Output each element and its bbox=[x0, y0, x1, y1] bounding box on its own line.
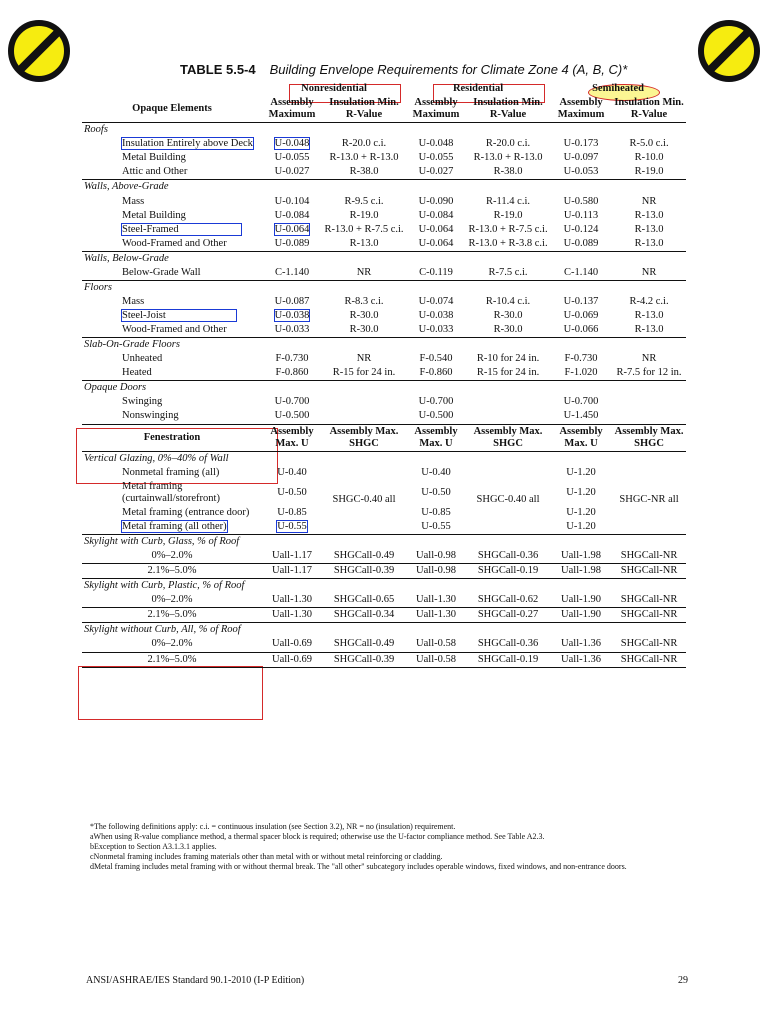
table-row bbox=[82, 652, 686, 667]
row-label: Metal framing (all other) bbox=[122, 520, 227, 532]
cell: SHGCall-0.39 bbox=[333, 653, 395, 665]
cell: R-20.0 c.i. bbox=[485, 138, 531, 150]
cell: U-0.40 bbox=[277, 466, 307, 478]
header-insulation: Insulation Min. R-Value bbox=[614, 97, 684, 121]
row-label: Steel-Framed bbox=[122, 224, 241, 235]
cell: U-1.20 bbox=[566, 520, 596, 532]
table-title: TABLE 5.5-4 Building Envelope Requirements for Climate Zone 4 (A, B, C)* bbox=[180, 62, 628, 77]
row-label: Heated bbox=[122, 367, 152, 379]
cell: R-38.0 bbox=[493, 166, 523, 178]
group-semiheated: Semiheated bbox=[592, 83, 644, 94]
cell: Uall-1.30 bbox=[272, 594, 312, 606]
cell bbox=[466, 395, 550, 409]
cell: R-5.0 c.i. bbox=[629, 138, 669, 150]
cell: R-13.0 bbox=[634, 209, 664, 221]
table-row bbox=[82, 395, 686, 409]
cell: U-0.700 bbox=[418, 396, 454, 408]
cell: R-20.0 c.i. bbox=[341, 138, 387, 150]
cell: R-7.5 c.i. bbox=[488, 266, 528, 278]
cell: U-1.20 bbox=[566, 466, 596, 478]
cell: U-0.038 bbox=[418, 310, 454, 321]
row-label: Steel-Joist bbox=[122, 310, 236, 321]
cell: NR bbox=[641, 353, 657, 365]
header-assembly: Assembly Maximum bbox=[557, 97, 605, 121]
cell: U-0.113 bbox=[563, 209, 599, 221]
cell: SHGCall-0.36 bbox=[477, 550, 539, 562]
cell: SHGCall-0.39 bbox=[333, 565, 395, 577]
cell: U-0.137 bbox=[563, 295, 599, 307]
cell: U-1.450 bbox=[563, 410, 599, 422]
section-doors: Opaque Doors bbox=[84, 382, 147, 394]
cell: R-15 for 24 in. bbox=[476, 367, 540, 379]
table-row bbox=[82, 352, 686, 366]
cell: U-0.700 bbox=[274, 396, 310, 408]
cell: SHGCall-NR bbox=[620, 638, 678, 650]
cell: R-4.2 c.i. bbox=[629, 295, 669, 307]
cell: R-10.0 bbox=[634, 152, 664, 164]
cell: U-0.055 bbox=[418, 152, 454, 164]
cell: U-0.55 bbox=[277, 520, 307, 532]
cell bbox=[466, 409, 550, 424]
section-skylight-glass: Skylight with Curb, Glass, % of Roof bbox=[84, 536, 240, 547]
no-sign-icon bbox=[698, 20, 760, 82]
header-opaque: Opaque Elements bbox=[132, 103, 212, 115]
section-skylight-nocurb: Skylight without Curb, All, % of Roof bbox=[84, 624, 241, 636]
group-nonresidential: Nonresidential bbox=[301, 83, 367, 94]
table-row bbox=[82, 195, 686, 209]
cell: U-0.700 bbox=[563, 396, 599, 408]
cell: SHGC-0.40 all bbox=[476, 493, 540, 505]
cell: SHGCall-0.49 bbox=[333, 550, 395, 562]
cell: U-1.20 bbox=[566, 506, 596, 518]
row-label: 0%–2.0% bbox=[151, 594, 193, 606]
cell: R-30.0 bbox=[349, 310, 379, 321]
cell: R-38.0 bbox=[349, 166, 379, 178]
header-insulation: Insulation Min. R-Value bbox=[473, 97, 543, 121]
footnotes bbox=[90, 822, 690, 872]
skylight-glass-highlight bbox=[78, 666, 263, 720]
table-row bbox=[82, 137, 686, 151]
cell: Uall-1.90 bbox=[561, 594, 601, 606]
row-label: Mass bbox=[122, 195, 145, 207]
cell: Uall-0.98 bbox=[416, 565, 456, 577]
header-shgc: Assembly Max. SHGC bbox=[329, 425, 399, 449]
cell: U-0.033 bbox=[418, 324, 454, 336]
cell: SHGCall-0.27 bbox=[477, 609, 539, 621]
cell: C-1.140 bbox=[274, 266, 310, 278]
table-row bbox=[82, 223, 686, 237]
envelope-table bbox=[82, 82, 686, 668]
cell: R-30.0 bbox=[493, 310, 523, 321]
cell: SHGCall-0.19 bbox=[477, 653, 539, 665]
cell: U-0.027 bbox=[274, 166, 310, 178]
table-row bbox=[82, 151, 686, 165]
cell: SHGCall-NR bbox=[620, 609, 678, 621]
cell: U-0.40 bbox=[421, 466, 451, 478]
table-row bbox=[82, 637, 686, 652]
header-u: Assembly Max. U bbox=[559, 425, 603, 449]
cell: U-0.124 bbox=[563, 223, 599, 235]
cell: NR bbox=[356, 353, 372, 365]
header-assembly: Assembly Maximum bbox=[412, 97, 460, 121]
cell: SHGCall-0.36 bbox=[477, 638, 539, 650]
cell: U-0.066 bbox=[563, 324, 599, 336]
cell: R-13.0 + R-7.5 c.i. bbox=[468, 223, 548, 235]
cell: U-0.85 bbox=[277, 506, 307, 518]
cell: SHGCall-NR bbox=[620, 550, 678, 562]
footnote: aWhen using R-value compliance method, a thermal spacer block is required; otherwise use the U-factor compliance method. See Table A2.3. bbox=[90, 832, 545, 841]
cell: R-15 for 24 in. bbox=[332, 367, 396, 379]
cell: Uall-0.98 bbox=[416, 550, 456, 562]
row-label: Nonswinging bbox=[122, 410, 179, 422]
section-vertical-glazing: Vertical Glazing, 0%–40% of Wall bbox=[84, 452, 229, 464]
cell bbox=[612, 395, 686, 409]
cell: U-0.85 bbox=[421, 506, 451, 518]
table-row bbox=[82, 165, 686, 180]
cell: U-0.500 bbox=[274, 410, 310, 422]
row-label: Insulation Entirely above Deck bbox=[122, 138, 253, 150]
cell: NR bbox=[641, 266, 657, 278]
table-row bbox=[82, 266, 686, 281]
cell: C-1.140 bbox=[563, 266, 599, 278]
cell: Uall-1.98 bbox=[561, 565, 601, 577]
cell: NR bbox=[356, 266, 372, 278]
table-row bbox=[82, 466, 686, 480]
table-row bbox=[82, 366, 686, 381]
cell bbox=[322, 409, 406, 424]
cell: U-0.55 bbox=[421, 520, 451, 532]
cell: U-0.055 bbox=[274, 152, 310, 164]
cell: SHGCall-0.65 bbox=[333, 594, 395, 606]
header-shgc: Assembly Max. SHGC bbox=[473, 425, 543, 449]
cell: Uall-1.30 bbox=[416, 609, 456, 621]
cell: Uall-1.36 bbox=[561, 638, 601, 650]
section-walls-above: Walls, Above-Grade bbox=[84, 181, 169, 193]
cell: R-13.0 bbox=[634, 237, 664, 249]
table-row bbox=[82, 549, 686, 564]
cell: U-0.069 bbox=[563, 310, 599, 321]
cell: U-0.064 bbox=[274, 223, 310, 235]
cell: R-30.0 bbox=[493, 324, 523, 336]
cell: Uall-1.36 bbox=[561, 653, 601, 665]
cell: Uall-0.58 bbox=[416, 653, 456, 665]
cell: F-0.540 bbox=[419, 353, 453, 365]
cell: F-0.730 bbox=[275, 353, 309, 365]
cell: R-13.0 + R-7.5 c.i. bbox=[324, 223, 404, 235]
row-label: 2.1%–5.0% bbox=[147, 565, 197, 577]
cell: Uall-0.58 bbox=[416, 638, 456, 650]
cell: C-0.119 bbox=[419, 266, 453, 278]
header-u: Assembly Max. U bbox=[414, 425, 458, 449]
cell: U-0.580 bbox=[563, 195, 599, 207]
cell: U-0.033 bbox=[274, 324, 310, 336]
cell: R-7.5 for 12 in. bbox=[616, 367, 682, 379]
cell: U-0.087 bbox=[274, 295, 310, 307]
section-skylight-plastic: Skylight with Curb, Plastic, % of Roof bbox=[84, 580, 245, 592]
cell: R-9.5 c.i. bbox=[344, 195, 384, 207]
cell: R-10 for 24 in. bbox=[476, 353, 540, 365]
footnote: dMetal framing includes metal framing with or without thermal break. The "all other" subcategory includes operable windows, fixed windows, and non-entrance doors. bbox=[90, 862, 627, 871]
cell: R-19.0 bbox=[634, 166, 664, 178]
cell: R-13.0 bbox=[634, 310, 664, 321]
cell: U-0.173 bbox=[563, 138, 599, 150]
row-label: Wood-Framed and Other bbox=[122, 237, 227, 249]
header-shgc: Assembly Max. SHGC bbox=[614, 425, 684, 449]
cell: R-8.3 c.i. bbox=[344, 295, 384, 307]
row-label: 2.1%–5.0% bbox=[147, 653, 197, 665]
cell: R-13.0 bbox=[634, 324, 664, 336]
cell: U-0.104 bbox=[274, 195, 310, 207]
cell: U-0.500 bbox=[418, 410, 454, 422]
cell: U-0.064 bbox=[418, 237, 454, 249]
no-sign-icon bbox=[8, 20, 70, 82]
table-row bbox=[82, 593, 686, 608]
cell: Uall-0.69 bbox=[272, 638, 312, 650]
table-row bbox=[82, 295, 686, 309]
section-walls-below: Walls, Below-Grade bbox=[84, 252, 169, 264]
cell: R-30.0 bbox=[349, 324, 379, 336]
cell: SHGCall-0.62 bbox=[477, 594, 539, 606]
cell: U-0.097 bbox=[563, 152, 599, 164]
cell: U-0.064 bbox=[418, 223, 454, 235]
row-label: Wood-Framed and Other bbox=[122, 324, 227, 336]
cell: R-10.4 c.i. bbox=[485, 295, 531, 307]
cell: F-0.860 bbox=[275, 367, 309, 379]
group-residential: Residential bbox=[452, 83, 504, 94]
cell: U-0.027 bbox=[418, 166, 454, 178]
cell: Uall-1.17 bbox=[272, 565, 312, 577]
row-label: Below-Grade Wall bbox=[122, 266, 201, 278]
page-number: 29 bbox=[678, 975, 688, 986]
row-label: Unheated bbox=[122, 353, 163, 365]
row-label: Metal Building bbox=[122, 152, 186, 164]
cell: SHGCall-0.19 bbox=[477, 565, 539, 577]
header-u: Assembly Max. U bbox=[270, 425, 314, 449]
footer-standard: ANSI/ASHRAE/IES Standard 90.1-2010 (I-P Edition) bbox=[86, 975, 305, 986]
cell bbox=[612, 409, 686, 424]
cell: U-0.084 bbox=[418, 209, 454, 221]
cell: SHGCall-NR bbox=[620, 565, 678, 577]
cell: R-13.0 bbox=[349, 237, 379, 249]
table-row bbox=[82, 323, 686, 338]
cell: Uall-1.30 bbox=[416, 594, 456, 606]
cell: Uall-0.69 bbox=[272, 653, 312, 665]
section-roofs: Roofs bbox=[84, 124, 108, 136]
section-floors: Floors bbox=[84, 281, 113, 293]
cell: U-0.50 bbox=[421, 486, 451, 498]
cell: F-0.860 bbox=[419, 367, 453, 379]
header-insulation: Insulation Min. R-Value bbox=[329, 97, 399, 121]
table-row bbox=[82, 409, 686, 424]
cell: R-19.0 bbox=[493, 209, 523, 221]
cell: U-0.50 bbox=[277, 486, 307, 498]
cell: R-19.0 bbox=[349, 209, 379, 221]
row-label: Swinging bbox=[122, 396, 163, 408]
cell: R-11.4 c.i. bbox=[486, 195, 530, 207]
cell: R-13.0 + R-13.0 bbox=[473, 152, 543, 164]
row-label: Metal framing (entrance door) bbox=[122, 506, 250, 518]
cell: SHGCall-0.34 bbox=[333, 609, 395, 621]
header-assembly: Assembly Maximum bbox=[268, 97, 316, 121]
table-row bbox=[82, 564, 686, 579]
cell: SHGC-0.40 all bbox=[332, 493, 396, 505]
row-label: Metal framing (curtainwall/storefront) bbox=[122, 480, 220, 504]
table-row bbox=[82, 608, 686, 623]
cell: U-0.090 bbox=[418, 195, 454, 207]
cell: U-0.048 bbox=[274, 138, 310, 150]
cell: U-0.089 bbox=[274, 237, 310, 249]
cell bbox=[322, 395, 406, 409]
footnote: *The following definitions apply: c.i. = continuous insulation (see Section 3.2), NR = no (insulation) requirement. bbox=[90, 822, 456, 831]
cell: SHGCall-0.49 bbox=[333, 638, 395, 650]
section-slab: Slab-On-Grade Floors bbox=[84, 339, 180, 351]
cell: F-0.730 bbox=[564, 353, 598, 365]
row-label: 2.1%–5.0% bbox=[147, 609, 197, 621]
row-label: Mass bbox=[122, 295, 145, 307]
row-label: Attic and Other bbox=[122, 166, 188, 178]
cell: U-0.053 bbox=[563, 166, 599, 178]
row-label: 0%–2.0% bbox=[151, 638, 193, 650]
cell: SHGCall-NR bbox=[620, 653, 678, 665]
cell: U-0.048 bbox=[418, 138, 454, 150]
footnote: cNonmetal framing includes framing materials other than metal with or without metal reinforcing or cladding. bbox=[90, 852, 443, 861]
cell: Uall-1.30 bbox=[272, 609, 312, 621]
cell: U-1.20 bbox=[566, 486, 596, 498]
cell: R-13.0 bbox=[634, 223, 664, 235]
cell: F-1.020 bbox=[564, 367, 598, 379]
cell: Uall-1.90 bbox=[561, 609, 601, 621]
header-fenestration: Fenestration bbox=[143, 431, 201, 443]
table-row bbox=[82, 209, 686, 223]
cell: U-0.089 bbox=[563, 237, 599, 249]
cell: U-0.038 bbox=[274, 310, 310, 321]
row-label: 0%–2.0% bbox=[151, 550, 193, 562]
footnote: bException to Section A3.1.3.1 applies. bbox=[90, 842, 217, 851]
cell: R-13.0 + R-13.0 bbox=[329, 152, 399, 164]
table-row bbox=[82, 309, 686, 323]
cell: SHGC-NR all bbox=[619, 493, 679, 505]
cell: SHGCall-NR bbox=[620, 594, 678, 606]
row-label: Metal Building bbox=[122, 209, 186, 221]
cell: U-0.084 bbox=[274, 209, 310, 221]
row-label: Nonmetal framing (all) bbox=[122, 466, 220, 478]
cell: R-13.0 + R-3.8 c.i. bbox=[468, 237, 548, 249]
cell: Uall-1.98 bbox=[561, 550, 601, 562]
cell: NR bbox=[641, 195, 657, 207]
table-row bbox=[82, 237, 686, 252]
cell: U-0.074 bbox=[418, 295, 454, 307]
cell: Uall-1.17 bbox=[272, 550, 312, 562]
